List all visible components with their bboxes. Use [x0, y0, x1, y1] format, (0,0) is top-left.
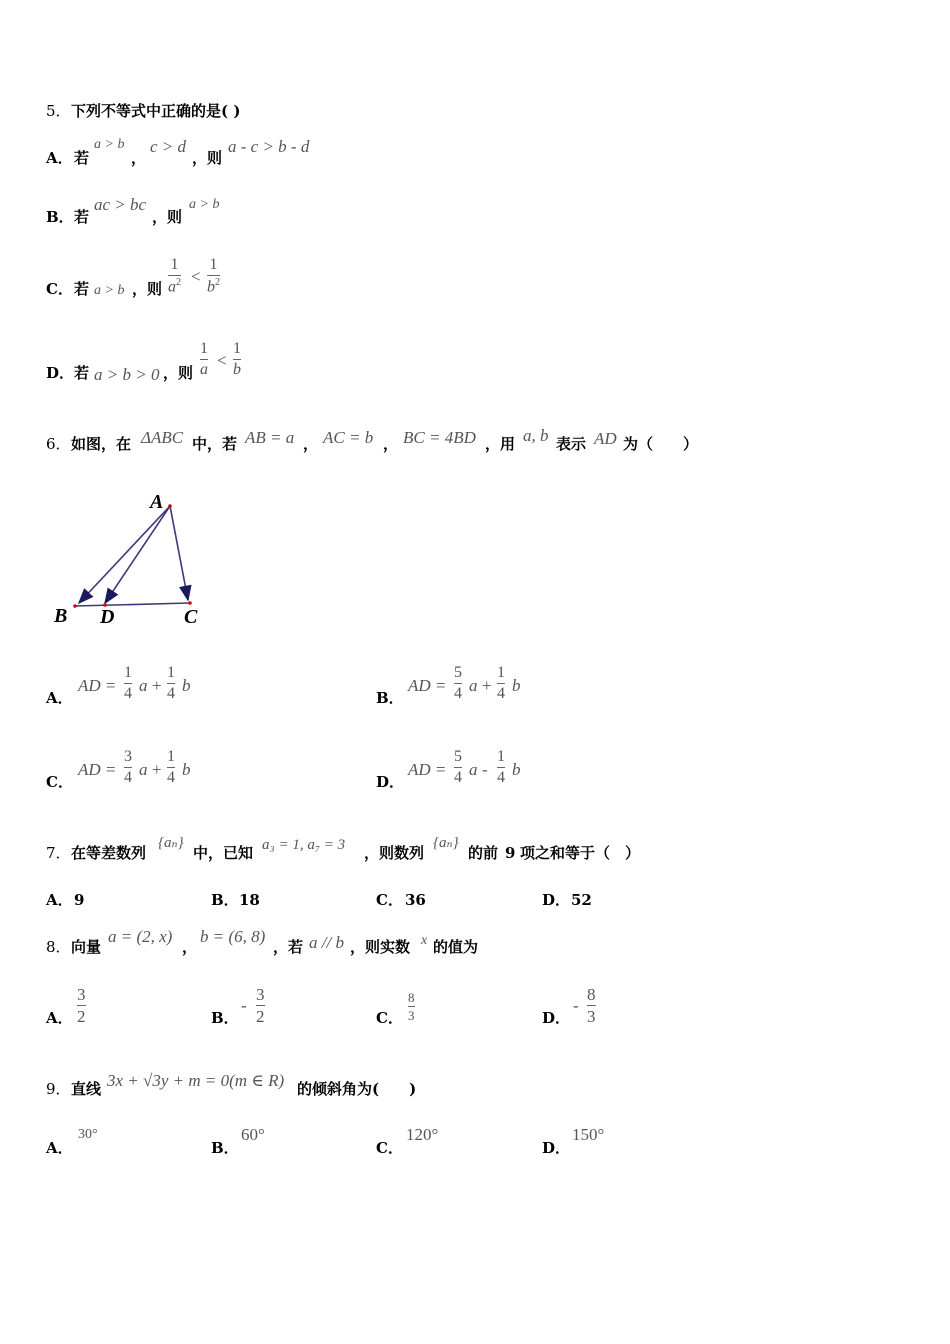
q6-b-op: + [482, 676, 492, 695]
q7-number: 7． [46, 844, 71, 862]
q6-vector-ad [105, 506, 170, 603]
q8-var-x: x [421, 933, 428, 948]
q5-a-cond1: a > b [94, 137, 125, 152]
q5-stem: 下列不等式中正确的是( ) [71, 102, 241, 120]
q5-d-frac-right: 1 b [233, 340, 241, 378]
q8-stem-2: ，若 [273, 938, 304, 956]
q7-option-d-label: D． [542, 891, 571, 909]
q9-option-b-label: B． [211, 1139, 239, 1157]
q5-b-then: ，则 [152, 208, 183, 226]
q5-b-if: 若 [74, 208, 90, 226]
q8-a-den: 2 [77, 1007, 86, 1026]
q9-number: 9． [46, 1080, 71, 1098]
q8-d-den: 3 [587, 1007, 596, 1026]
q8-option-b-label: B． [211, 1009, 239, 1027]
q5-option-c-label: C． [46, 280, 73, 298]
q6-ab: AB = a [245, 428, 295, 447]
q8-c-den: 3 [408, 1008, 415, 1023]
q8-number: 8． [46, 938, 71, 956]
q7-stem-4: 的前 [468, 844, 499, 862]
q8-stem-1: 向量 [71, 938, 102, 956]
q6-a-d1: 4 [124, 685, 132, 702]
q7-stem-1: 在等差数列 [71, 844, 147, 862]
q6-c-op: + [152, 760, 162, 779]
q5-option-d-label: D． [46, 364, 75, 382]
q8-b-sign: - [241, 996, 247, 1015]
q7-option-b-value: 18 [239, 891, 260, 909]
q7-option-c-value: 36 [405, 891, 426, 909]
q5-b-cond: ac > bc [94, 195, 147, 214]
q7-stem-3: ，则数列 [364, 844, 425, 862]
q5-a-then: ，则 [192, 149, 223, 167]
q8-stem-3: ，则实数 [350, 938, 411, 956]
q9-stem-2: 的倾斜角为( ) [297, 1080, 417, 1098]
q8-b-num: 3 [256, 985, 265, 1004]
q6-d-d1: 4 [454, 769, 462, 786]
q6-b-c1: 5 [454, 664, 462, 681]
q5-c-cond: a > b [94, 283, 125, 298]
q6-c-c2: 1 [167, 748, 175, 765]
q9-line-equation: 3x + √3y + m = 0(m ∈ R) [107, 1071, 285, 1090]
q8-vector-b: b = (6, 8) [200, 927, 266, 946]
q9-option-c-value: 120° [406, 1125, 439, 1144]
q5-option-b-label: B． [46, 208, 74, 226]
q8-option-c-label: C． [376, 1009, 403, 1027]
q7-option-d-value: 52 [571, 891, 592, 909]
q6-c-d1: 4 [124, 769, 132, 786]
q8-d-sign: - [573, 996, 579, 1015]
q6-a-d2: 4 [167, 685, 175, 702]
q6-option-b-label: B． [376, 689, 404, 707]
q6-segment-bc [75, 603, 190, 606]
q6-triangle: ΔABC [141, 428, 184, 447]
q6-label-a: A [150, 491, 164, 513]
q7-seq-2: {aₙ} [433, 835, 459, 851]
q9-option-d-label: D． [542, 1139, 571, 1157]
q8-comma: ， [182, 938, 198, 956]
q5-c-frac-right: 1 $b^2$ [207, 256, 220, 296]
q8-option-a-label: A． [46, 1009, 73, 1027]
q9-stem-1: 直线 [71, 1080, 102, 1098]
q5-d-then: ，则 [163, 364, 194, 382]
q6-d-d2: 4 [497, 769, 505, 786]
q9-option-b-value: 60° [241, 1125, 265, 1144]
q6-option-d-label: D． [376, 773, 405, 791]
q6-c-d2: 4 [167, 769, 175, 786]
q5-d-if: 若 [74, 364, 90, 382]
q6-stem-3: ，用 [485, 435, 516, 453]
q6-label-c: C [184, 606, 198, 628]
q7-count: 9 [505, 844, 516, 862]
q8-stem-4: 的值为 [433, 938, 479, 956]
q5-a-comma: ， [131, 149, 147, 167]
q6-stem-5: 为（ ） [623, 435, 699, 453]
q9-option-a-value: 30° [78, 1127, 98, 1142]
q7-stem-2: 中，已知 [193, 844, 254, 862]
q5-c-frac-left: 1 $a^2$ [168, 256, 181, 296]
q5-b-result: a > b [189, 197, 220, 212]
q9-option-c-label: C． [376, 1139, 403, 1157]
q6-stem-2: 中，若 [192, 435, 238, 453]
q6-option-a-label: A． [46, 689, 73, 707]
q6-b-c2: 1 [497, 664, 505, 681]
q8-a-num: 3 [77, 985, 86, 1004]
q7-option-b-label: B． [211, 891, 239, 909]
q6-comma-1: ， [303, 435, 319, 453]
q6-label-d: D [100, 606, 115, 628]
q7-option-a-label: A． [46, 891, 73, 909]
q5-c-if: 若 [74, 280, 90, 298]
q6-a-op: + [152, 676, 162, 695]
q8-c-num: 8 [408, 990, 415, 1005]
q7-option-a-value: 9 [74, 891, 85, 909]
q8-b-den: 2 [256, 1007, 265, 1026]
q5-a-result: a - c > b - d [228, 137, 310, 156]
q6-number: 6． [46, 435, 71, 453]
q8-vector-a: a = (2, x) [108, 927, 173, 946]
q9-option-a-label: A． [46, 1139, 73, 1157]
q8-d-num: 8 [587, 985, 596, 1004]
q6-d-c1: 5 [454, 748, 462, 765]
q6-a-c2: 1 [167, 664, 175, 681]
q5-a-cond2: c > d [150, 137, 187, 156]
q9-option-d-value: 150° [572, 1125, 605, 1144]
q5-d-frac-left: 1 a [200, 340, 208, 378]
q6-bc: BC = 4BD [403, 428, 476, 447]
q6-d-c2: 1 [497, 748, 505, 765]
q6-comma-2: ， [383, 435, 399, 453]
q7-option-c-label: C． [376, 891, 403, 909]
q6-stem-4: 表示 [556, 435, 587, 453]
q7-seq-1: {aₙ} [158, 835, 184, 851]
q6-option-c-label: C． [46, 773, 73, 791]
q7-stem-5: 项之和等于（ ） [520, 844, 641, 862]
q5-c-then: ，则 [132, 280, 163, 298]
q6-d-op: - [482, 760, 488, 779]
q6-c-c1: 3 [124, 748, 132, 765]
q5-a-if: 若 [74, 149, 90, 167]
q6-label-b: B [54, 605, 68, 627]
q7-given: a₃ = 1, a₇ = 3 [262, 837, 346, 853]
q5-option-a-label: A． [46, 149, 73, 167]
q8-option-d-label: D． [542, 1009, 571, 1027]
q8-parallel: a // b [309, 933, 344, 952]
q6-ac: AC = b [323, 428, 374, 447]
q5-d-cond: a > b > 0 [94, 365, 160, 384]
q5-number: 5． [46, 102, 71, 120]
q6-a-c1: 1 [124, 664, 132, 681]
q6-vector-ab [79, 506, 170, 603]
q6-ab-vars: a, b [523, 426, 549, 445]
q6-ad: AD [594, 429, 617, 448]
q6-b-d1: 4 [454, 685, 462, 702]
q6-triangle-figure [48, 486, 218, 631]
q6-vector-ac [170, 506, 188, 600]
q6-b-d2: 4 [497, 685, 505, 702]
q6-stem-1: 如图，在 [71, 435, 132, 453]
